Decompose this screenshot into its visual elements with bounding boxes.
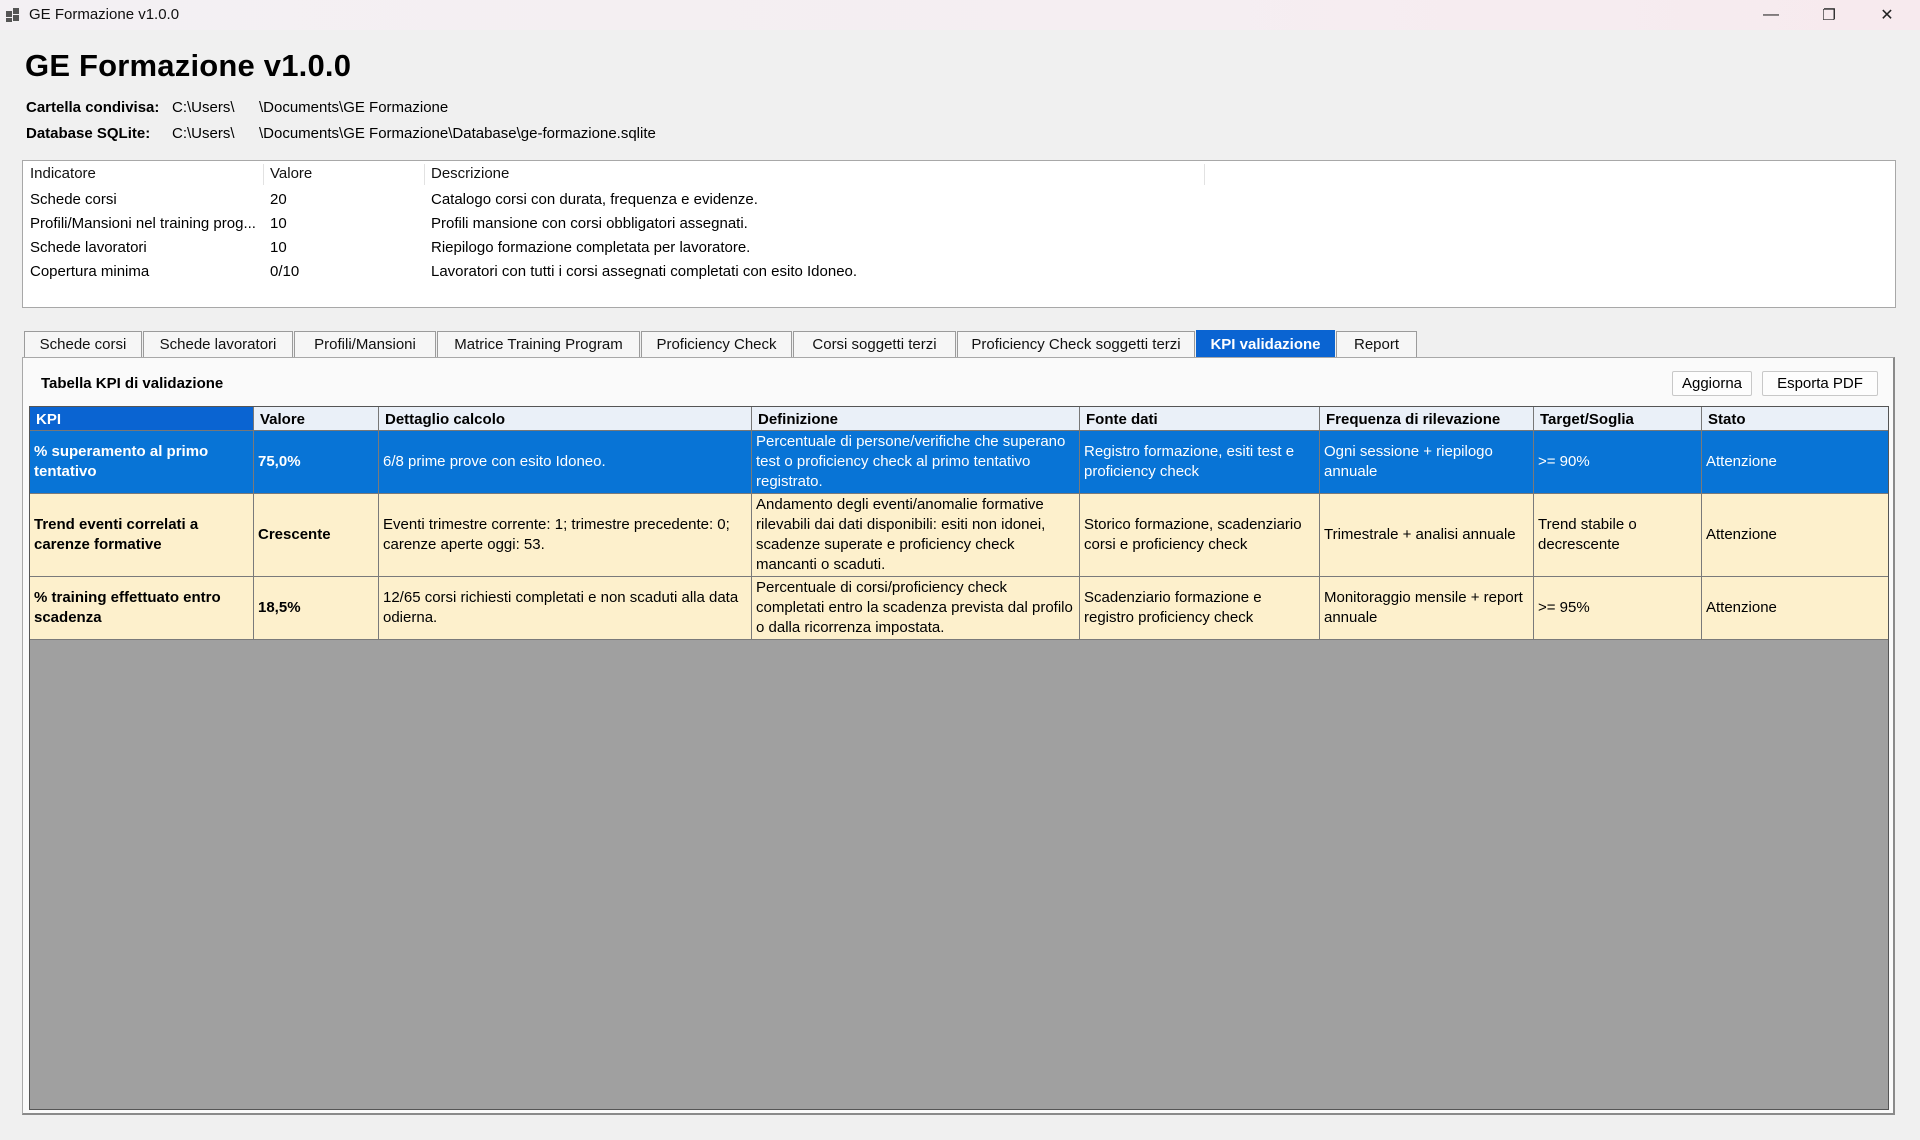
export-pdf-button[interactable]: Esporta PDF: [1762, 371, 1878, 396]
column-header-frequenza[interactable]: Frequenza di rilevazione: [1320, 407, 1534, 431]
close-button[interactable]: ✕: [1880, 7, 1894, 24]
summary-header-description[interactable]: Descrizione: [431, 165, 510, 182]
window-title: GE Formazione v1.0.0: [29, 6, 180, 23]
tab-corsi-soggetti-terzi[interactable]: Corsi soggetti terzi: [793, 331, 956, 357]
summary-indicator: Schede corsi: [30, 191, 117, 208]
cell-definizione[interactable]: Percentuale di persone/verifiche che superano test o proficiency check al primo tentativo registrato.: [752, 431, 1080, 494]
cell-target[interactable]: Trend stabile o decrescente: [1534, 494, 1702, 577]
tab-schede-lavoratori[interactable]: Schede lavoratori: [143, 331, 293, 357]
column-header-valore[interactable]: Valore: [254, 407, 379, 431]
app-icon: [6, 8, 20, 22]
column-separator[interactable]: [424, 164, 425, 185]
database-label: Database SQLite:: [26, 125, 151, 142]
cell-stato[interactable]: Attenzione: [1702, 494, 1888, 577]
column-separator[interactable]: [1204, 164, 1205, 185]
cell-dettaglio[interactable]: 6/8 prime prove con esito Idoneo.: [379, 431, 752, 494]
cell-frequenza[interactable]: Ogni sessione + riepilogo annuale: [1320, 431, 1534, 494]
cell-definizione[interactable]: Andamento degli eventi/anomalie formative rilevabili dai dati disponibili: esiti non idonei, scadenze superate e proficiency check mancanti o scaduti.: [752, 494, 1080, 577]
cell-fonte[interactable]: Scadenziario formazione e registro proficiency check: [1080, 577, 1320, 640]
column-header-target[interactable]: Target/Soglia: [1534, 407, 1702, 431]
cell-definizione[interactable]: Percentuale di corsi/proficiency check completati entro la scadenza prevista dal profilo o dalla ricorrenza impostata.: [752, 577, 1080, 640]
column-header-kpi[interactable]: KPI: [30, 407, 254, 431]
summary-value: 0/10: [270, 263, 300, 280]
summary-description: Catalogo corsi con durata, frequenza e evidenze.: [431, 191, 758, 208]
database-user: C:\Users\: [172, 125, 235, 142]
tab-matrice-training-program[interactable]: Matrice Training Program: [437, 331, 640, 357]
cell-target[interactable]: >= 90%: [1534, 431, 1702, 494]
shared-folder-path: \Documents\GE Formazione: [259, 99, 449, 116]
column-header-stato[interactable]: Stato: [1702, 407, 1888, 431]
shared-folder-user: C:\Users\: [172, 99, 235, 116]
database-path: \Documents\GE Formazione\Database\ge-formazione.sqlite: [259, 125, 656, 142]
shared-folder-label: Cartella condivisa:: [26, 99, 160, 116]
cell-valore[interactable]: 75,0%: [254, 431, 379, 494]
table-row[interactable]: [30, 577, 1888, 640]
column-header-definizione[interactable]: Definizione: [752, 407, 1080, 431]
tab-report[interactable]: Report: [1336, 331, 1417, 357]
summary-description: Profili mansione con corsi obbligatori assegnati.: [431, 215, 748, 232]
tab-schede-corsi[interactable]: Schede corsi: [24, 331, 142, 357]
summary-header-indicator[interactable]: Indicatore: [30, 165, 96, 182]
summary-description: Riepilogo formazione completata per lavoratore.: [431, 239, 751, 256]
summary-value: 20: [270, 191, 287, 208]
minimize-button[interactable]: —: [1763, 6, 1779, 23]
column-separator[interactable]: [263, 164, 264, 185]
column-header-dettaglio[interactable]: Dettaglio calcolo: [379, 407, 752, 431]
table-row[interactable]: [30, 494, 1888, 577]
restore-button[interactable]: ❐: [1822, 7, 1836, 24]
panel-title: Tabella KPI di validazione: [41, 375, 224, 392]
summary-indicator: Schede lavoratori: [30, 239, 147, 256]
tab-kpi-validazione[interactable]: KPI validazione: [1196, 330, 1335, 358]
cell-frequenza[interactable]: Monitoraggio mensile + report annuale: [1320, 577, 1534, 640]
summary-value: 10: [270, 215, 287, 232]
summary-list[interactable]: [22, 160, 1896, 308]
cell-stato[interactable]: Attenzione: [1702, 577, 1888, 640]
kpi-grid[interactable]: [29, 406, 1889, 1110]
refresh-button[interactable]: Aggiorna: [1672, 371, 1752, 396]
cell-valore[interactable]: 18,5%: [254, 577, 379, 640]
tab-proficiency-check[interactable]: Proficiency Check: [641, 331, 792, 357]
cell-target[interactable]: >= 95%: [1534, 577, 1702, 640]
page-title: GE Formazione v1.0.0: [25, 48, 352, 83]
cell-dettaglio[interactable]: 12/65 corsi richiesti completati e non scaduti alla data odierna.: [379, 577, 752, 640]
cell-fonte[interactable]: Registro formazione, esiti test e proficiency check: [1080, 431, 1320, 494]
summary-header-value[interactable]: Valore: [270, 165, 313, 182]
cell-kpi[interactable]: % training effettuato entro scadenza: [30, 577, 254, 640]
summary-value: 10: [270, 239, 287, 256]
column-header-fonte[interactable]: Fonte dati: [1080, 407, 1320, 431]
summary-indicator: Copertura minima: [30, 263, 150, 280]
table-row[interactable]: [30, 431, 1888, 494]
tab-proficiency-check-soggetti-terzi[interactable]: Proficiency Check soggetti terzi: [957, 331, 1195, 357]
tab-profili-mansioni[interactable]: Profili/Mansioni: [294, 331, 436, 357]
summary-description: Lavoratori con tutti i corsi assegnati completati con esito Idoneo.: [431, 263, 858, 280]
cell-fonte[interactable]: Storico formazione, scadenziario corsi e proficiency check: [1080, 494, 1320, 577]
cell-stato[interactable]: Attenzione: [1702, 431, 1888, 494]
cell-valore[interactable]: Crescente: [254, 494, 379, 577]
cell-kpi[interactable]: % superamento al primo tentativo: [30, 431, 254, 494]
cell-kpi[interactable]: Trend eventi correlati a carenze formative: [30, 494, 254, 577]
cell-frequenza[interactable]: Trimestrale + analisi annuale: [1320, 494, 1534, 577]
summary-indicator: Profili/Mansioni nel training prog...: [30, 215, 256, 232]
title-bar: [0, 0, 1920, 30]
cell-dettaglio[interactable]: Eventi trimestre corrente: 1; trimestre precedente: 0; carenze aperte oggi: 53.: [379, 494, 752, 577]
